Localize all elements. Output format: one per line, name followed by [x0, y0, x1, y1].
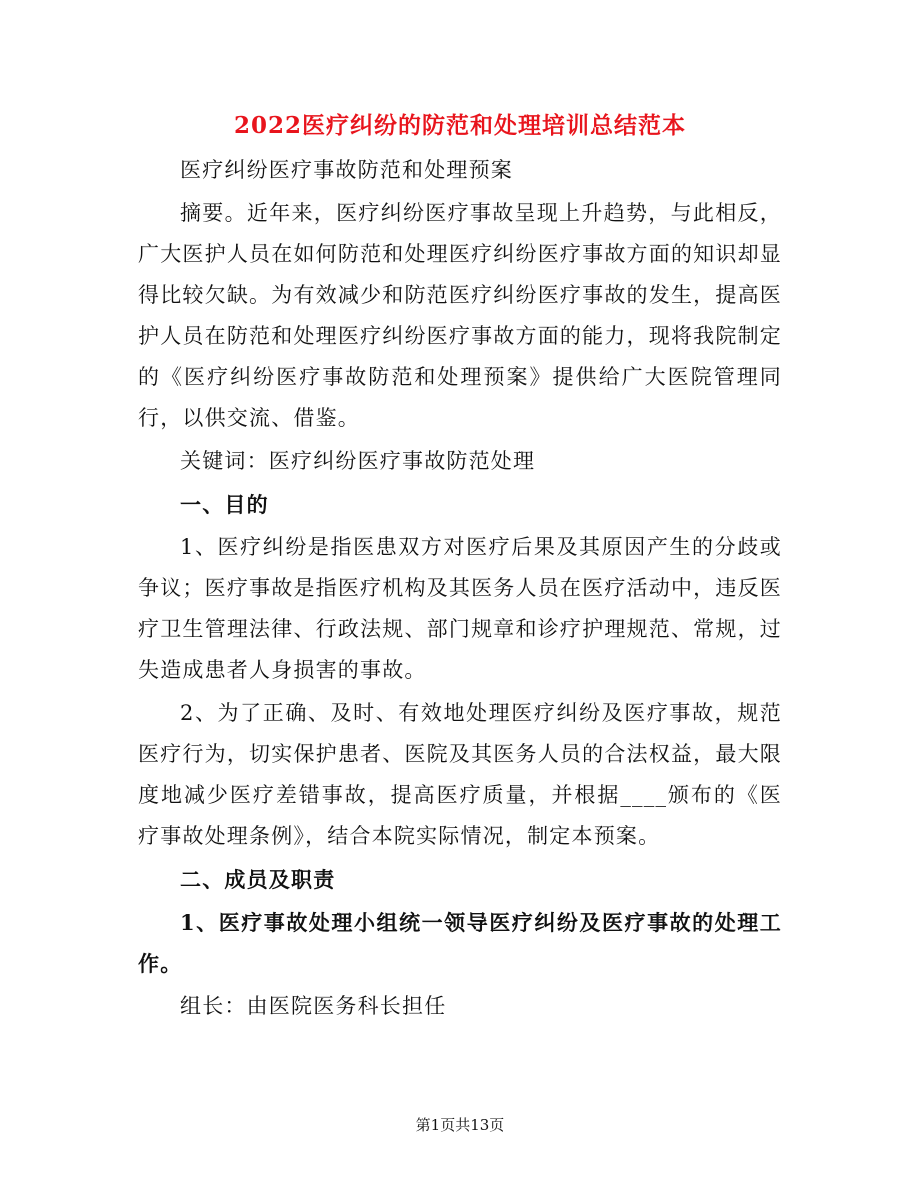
purpose-paragraph-1: 1、医疗纠纷是指医患双方对医疗后果及其原因产生的分歧或争议；医疗事故是指医疗机构及其医务人员在医疗活动中，违反医疗卫生管理法律、行政法规、部门规章和诊疗护理规范、常规，过失造成患者人身损害的事故。 — [138, 535, 782, 682]
purpose-paragraph-2: 2、为了正确、及时、有效地处理医疗纠纷及医疗事故，规范医疗行为，切实保护患者、医院及其医务人员的合法权益，最大限度地减少医疗差错事故，提高医疗质量，并根据____颁布的《医疗事故处理条例》，结合本院实际情况，制定本预案。 — [138, 701, 782, 848]
section-heading-purpose: 一、目的 — [180, 492, 269, 517]
keywords-paragraph: 关键词：医疗纠纷医疗事故防范处理 — [180, 449, 536, 473]
abstract-paragraph: 摘要。近年来，医疗纠纷医疗事故呈现上升趋势，与此相反，广大医护人员在如何防范和处理医疗纠纷医疗事故方面的知识却显得比较欠缺。为有效减少和防范医疗纠纷医疗事故的发生，提高医护人员在防范和处理医疗纠纷医疗事故方面的能力，现将我院制定的《医疗纠纷医疗事故防范和处理预案》提供给广大医院管理同行，以供交流、借鉴。 — [138, 201, 782, 430]
document-title: 2022医疗纠纷的防范和处理培训总结范本 — [233, 112, 686, 139]
subtitle-paragraph: 医疗纠纷医疗事故防范和处理预案 — [180, 158, 513, 182]
section-heading-members: 二、成员及职责 — [180, 867, 336, 892]
leader-paragraph: 组长：由医院医务科长担任 — [180, 994, 447, 1018]
members-paragraph-1: 1、医疗事故处理小组统一领导医疗纠纷及医疗事故的处理工作。 — [138, 910, 782, 976]
page-number: 第1页共13页 — [415, 1116, 505, 1134]
document-body — [138, 150, 782, 1027]
